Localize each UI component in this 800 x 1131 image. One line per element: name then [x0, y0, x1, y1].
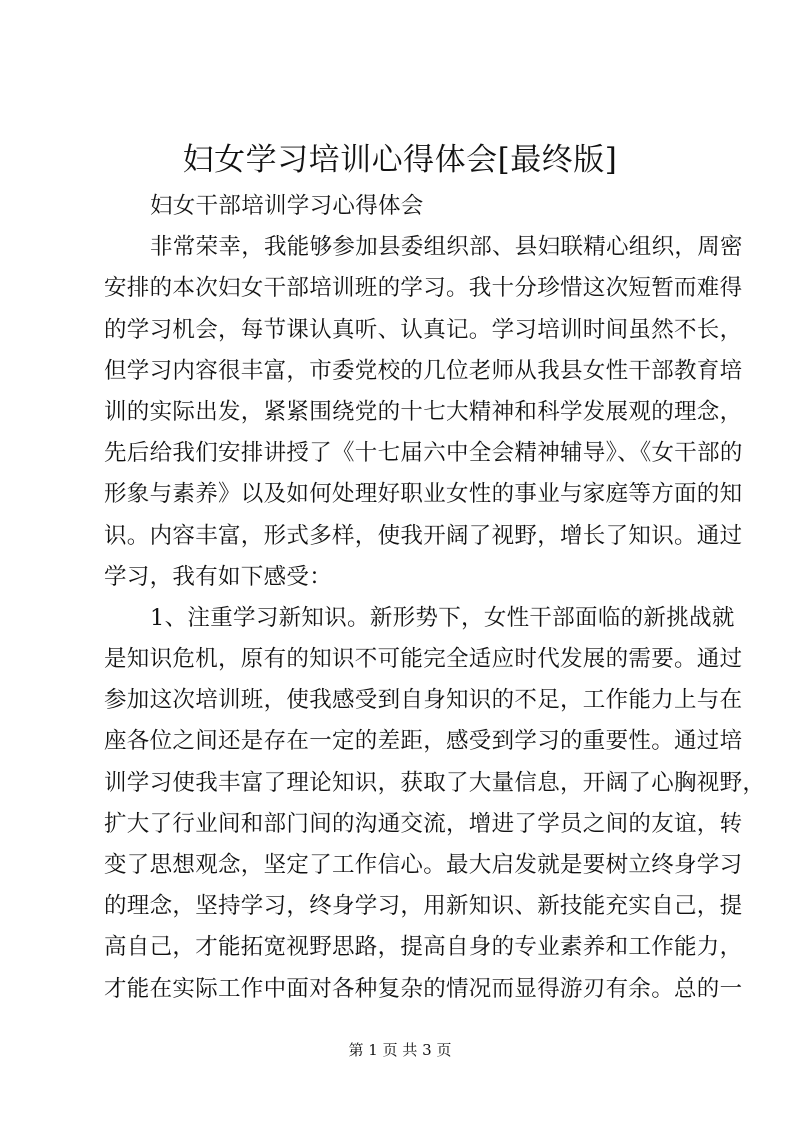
paragraph-line: 先后给我们安排讲授了《十七届六中全会精神辅导》、《女干部的 — [104, 440, 743, 467]
paragraph-line: 识。内容丰富，形式多样，使我开阔了视野，增长了知识。通过 — [104, 522, 743, 549]
paragraph-line: 的理念，坚持学习，终身学习，用新知识、新技能充实自己，提 — [104, 893, 743, 920]
paragraph-line: 形象与素养》以及如何处理好职业女性的事业与家庭等方面的知 — [104, 481, 743, 508]
paragraph-line: 安排的本次妇女干部培训班的学习。我十分珍惜这次短暂而难得 — [104, 275, 743, 302]
document-title: 妇女学习培训心得体会[最终版] — [182, 142, 618, 178]
subtitle-line: 妇女干部培训学习心得体会 — [150, 193, 424, 219]
paragraph-line: 是知识危机，原有的知识不可能完全适应时代发展的需要。通过 — [104, 646, 743, 673]
paragraph-line: 高自己，才能拓宽视野思路，提高自身的专业素养和工作能力， — [104, 934, 743, 961]
paragraph-line: 座各位之间还是存在一定的差距，感受到学习的重要性。通过培 — [104, 728, 743, 755]
paragraph-line: 的学习机会，每节课认真听、认真记。学习培训时间虽然不长， — [104, 316, 743, 343]
document-body — [104, 186, 766, 1010]
paragraph-line: 学习，我有如下感受： — [104, 563, 333, 590]
paragraph-line: 但学习内容很丰富，市委党校的几位老师从我县女性干部教育培 — [104, 357, 743, 384]
paragraph-line: 1、注重学习新知识。新形势下，女性干部面临的新挑战就 — [150, 604, 735, 631]
paragraph-line: 训学习使我丰富了理论知识，获取了大量信息，开阔了心胸视野， — [104, 769, 766, 796]
paragraph-line: 才能在实际工作中面对各种复杂的情况而显得游刃有余。总的一 — [104, 975, 743, 1002]
paragraph-line: 变了思想观念，坚定了工作信心。最大启发就是要树立终身学习 — [104, 852, 743, 878]
paragraph-line: 训的实际出发，紧紧围绕党的十七大精神和科学发展观的理念， — [104, 398, 743, 425]
paragraph-line: 扩大了行业间和部门间的沟通交流，增进了学员之间的友谊，转 — [104, 810, 743, 837]
page-number-footer: 第 1 页 共 3 页 — [348, 1041, 452, 1059]
paragraph-line: 非常荣幸，我能够参加县委组织部、县妇联精心组织，周密 — [150, 234, 743, 261]
paragraph-line: 参加这次培训班，使我感受到自身知识的不足，工作能力上与在 — [104, 687, 743, 714]
